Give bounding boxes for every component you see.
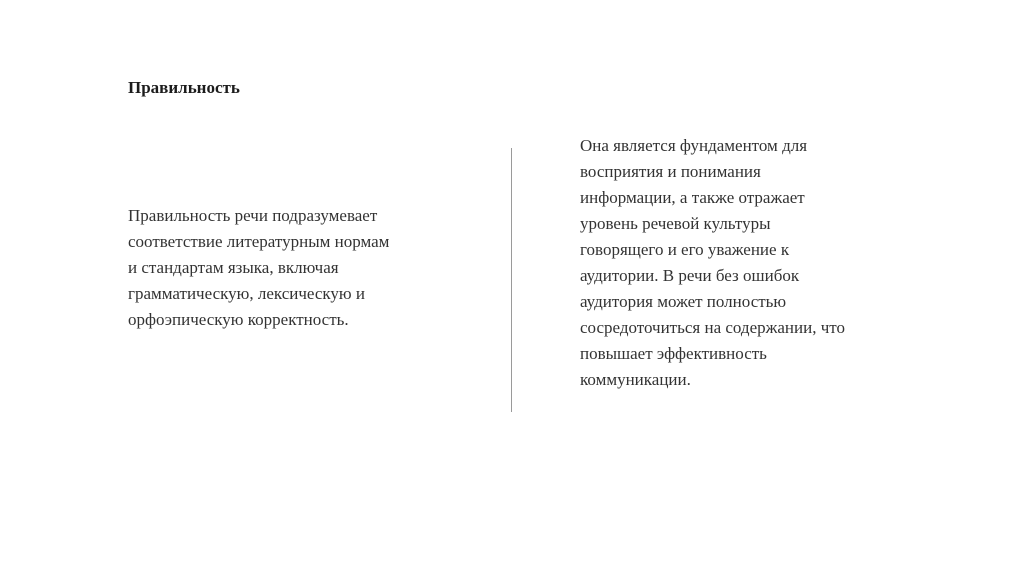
right-text-line: коммуникации. — [580, 370, 691, 389]
left-text-line: и стандартам языка, включая — [128, 258, 339, 277]
right-text-line: говорящего и его уважение к — [580, 240, 790, 259]
right-text-line: аудитории. В речи без ошибок — [580, 266, 800, 285]
right-text-line: аудитория может полностью — [580, 292, 787, 311]
right-text-line: Она является фундаментом для — [580, 136, 808, 155]
right-text-line: уровень речевой культуры — [580, 214, 771, 233]
right-text-line: информации, а также отражает — [580, 188, 805, 207]
left-text-line: грамматическую, лексическую и — [128, 284, 365, 303]
left-text-line: Правильность речи подразумевает — [128, 206, 378, 225]
right-text-line: сосредоточиться на содержании, что — [580, 318, 845, 337]
left-text-line: соответствие литературным нормам — [128, 232, 390, 251]
left-text-line: орфоэпическую корректность. — [128, 310, 349, 329]
right-text-line: повышает эффективность — [580, 344, 767, 363]
left-column-text — [128, 203, 458, 333]
column-divider — [511, 148, 512, 412]
right-column-text — [580, 133, 940, 393]
right-text-line: восприятия и понимания — [580, 162, 761, 181]
slide-title: Правильность — [128, 78, 240, 97]
